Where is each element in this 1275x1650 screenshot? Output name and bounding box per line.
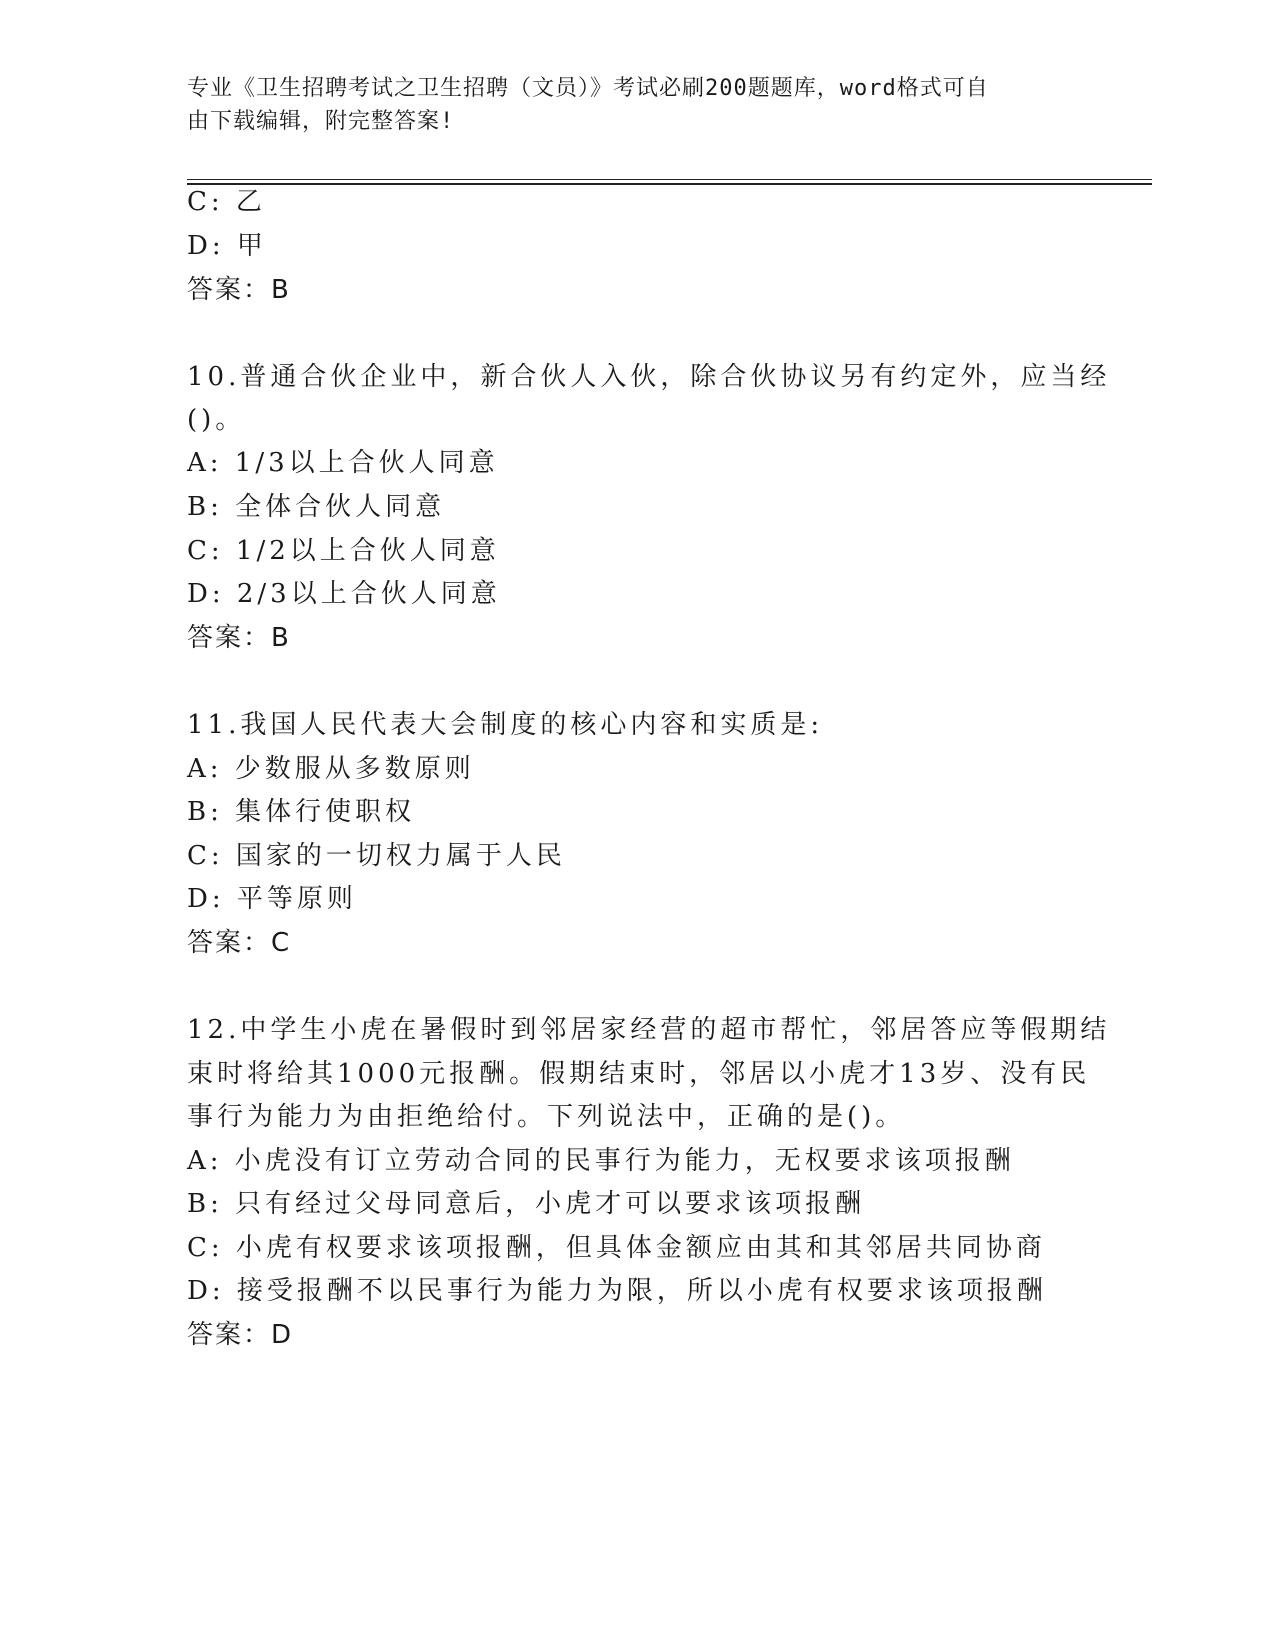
header-divider-thin <box>187 179 1152 180</box>
q12-answer: 答案：D <box>187 1320 294 1350</box>
q12-option-a: A: 小虎没有订立劳动合同的民事行为能力，无权要求该项报酬 <box>187 1146 1015 1176</box>
q10-option-c: C: 1/2以上合伙人同意 <box>187 536 500 566</box>
q10-option-a: A: 1/3以上合伙人同意 <box>187 448 499 478</box>
q12-option-d: D: 接受报酬不以民事行为能力为限，所以小虎有权要求该项报酬 <box>187 1276 1047 1306</box>
q11-option-d: D: 平等原则 <box>187 884 357 914</box>
q11-option-b: B: 集体行使职权 <box>187 797 416 827</box>
q11-option-a: A: 少数服从多数原则 <box>187 754 475 784</box>
carryover-option-c: C: 乙 <box>187 187 266 217</box>
q11-stem-line-1: 11.我国人民代表大会制度的核心内容和实质是: <box>187 710 824 740</box>
q12-stem-line-3: 事行为能力为由拒绝给付。下列说法中，正确的是()。 <box>187 1102 906 1132</box>
header-divider-thick <box>187 183 1152 185</box>
q12-stem-line-2: 束时将给其1000元报酬。假期结束时，邻居以小虎才13岁、没有民 <box>187 1059 1091 1089</box>
header-line-2: 由下载编辑，附完整答案! <box>187 109 455 134</box>
q10-option-b: B: 全体合伙人同意 <box>187 492 446 522</box>
q10-answer: 答案：B <box>187 623 291 653</box>
q12-option-c: C: 小虎有权要求该项报酬，但具体金额应由其和其邻居共同协商 <box>187 1233 1046 1263</box>
q10-stem-line-1: 10.普通合伙企业中，新合伙人入伙，除合伙协议另有约定外，应当经 <box>187 362 1111 392</box>
carryover-option-d: D: 甲 <box>187 231 267 261</box>
q12-option-b: B: 只有经过父母同意后，小虎才可以要求该项报酬 <box>187 1189 866 1219</box>
q10-option-d: D: 2/3以上合伙人同意 <box>187 579 501 609</box>
q12-stem-line-1: 12.中学生小虎在暑假时到邻居家经营的超市帮忙，邻居答应等假期结 <box>187 1015 1111 1045</box>
q11-answer: 答案：C <box>187 928 292 958</box>
header-line-1: 专业《卫生招聘考试之卫生招聘（文员）》考试必刷200题题库，word格式可自 <box>187 76 989 101</box>
q10-stem-line-2: ()。 <box>187 405 246 435</box>
carryover-answer: 答案：B <box>187 275 291 305</box>
q11-option-c: C: 国家的一切权力属于人民 <box>187 841 566 871</box>
page-header <box>187 72 1067 138</box>
